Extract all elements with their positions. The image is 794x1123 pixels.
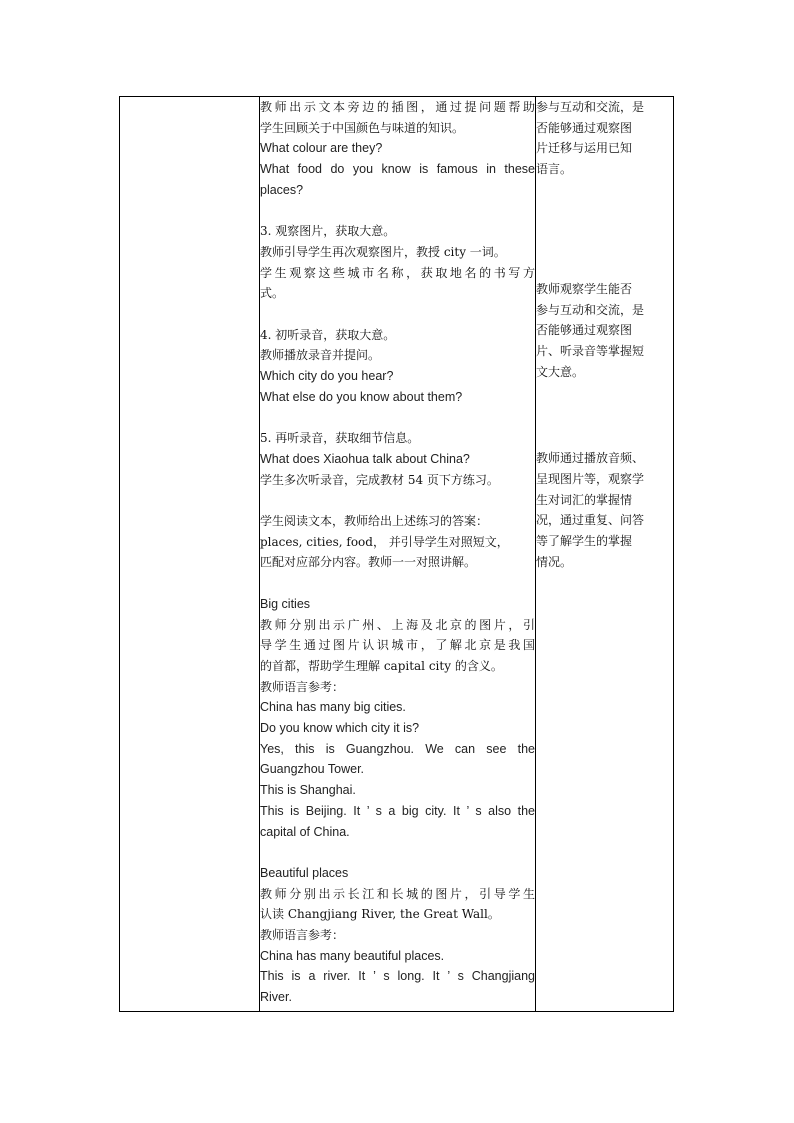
text-line: 教师语言参考： bbox=[260, 928, 345, 943]
assessment-line: 情况。 bbox=[536, 554, 573, 569]
text-line: What does Xiaohua talk about China? bbox=[260, 451, 470, 466]
assessment-line: 片迁移与运用已知 bbox=[536, 141, 633, 156]
assessment-line: 参与互动和交流，是 bbox=[536, 302, 645, 317]
assessment-line: 等了解学生的掌握 bbox=[536, 534, 633, 549]
text-line: 教师分别出示长江和长城的图片，引导学生 bbox=[260, 886, 535, 901]
text-line: 教师播放录音并提问。 bbox=[260, 348, 381, 363]
text-line: 导学生通过图片认识城市，了解北京是我国 bbox=[260, 638, 535, 653]
assessment-line: 生对词汇的掌握情 bbox=[536, 492, 633, 507]
text-line: 式。 bbox=[260, 286, 285, 301]
text-line: This is Shanghai. bbox=[260, 783, 356, 798]
text-line: 教师引导学生再次观察图片，教授 city 一词。 bbox=[260, 244, 506, 259]
text-line: River. bbox=[260, 990, 292, 1005]
text-line: Guangzhou Tower. bbox=[260, 762, 365, 777]
step-heading: 3. 观察图片，获取大意。 bbox=[260, 224, 396, 239]
text-line: places, cities, food， 并引导学生对照短文， bbox=[260, 534, 509, 549]
table-row bbox=[120, 97, 674, 1012]
text-line: 匹配对应部分内容。教师一一对照讲解。 bbox=[260, 555, 477, 570]
assessment-cell bbox=[536, 97, 674, 1012]
text-line: 教师分别出示广州、上海及北京的图片，引 bbox=[260, 617, 535, 632]
text-line: This is a river. It ’ s long. It ’ s Changjiang bbox=[260, 969, 535, 984]
text-line: capital of China. bbox=[260, 824, 350, 839]
text-line: 认读 Changjiang River, the Great Wall。 bbox=[260, 907, 500, 922]
text-line: Which city do you hear? bbox=[260, 369, 394, 384]
text-line: 学生阅读文本，教师给出上述练习的答案： bbox=[260, 514, 489, 528]
assessment-line: 教师通过播放音频、 bbox=[536, 451, 645, 466]
text-line: What else do you know about them? bbox=[260, 389, 463, 404]
step-heading: 4. 初听录音，获取大意。 bbox=[260, 327, 396, 342]
text-line: What food do you know is famous in these bbox=[260, 162, 535, 177]
section-heading: Big cities bbox=[260, 596, 311, 611]
text-line: This is Beijing. It ’ s a big city. It ’ s also the bbox=[260, 803, 535, 818]
assessment-line: 片、听录音等掌握短 bbox=[536, 343, 645, 358]
step-heading: 5. 再听录音，获取细节信息。 bbox=[260, 431, 420, 446]
assessment-line: 呈现图片等，观察学 bbox=[536, 472, 645, 487]
assessment-line: 教师观察学生能否 bbox=[536, 281, 633, 296]
text-line: 学生回顾关于中国颜色与味道的知识。 bbox=[260, 120, 465, 135]
assessment-line: 文大意。 bbox=[536, 364, 585, 379]
left-column-cell bbox=[120, 97, 260, 1012]
text-line: 教师出示文本旁边的插图，通过提问题帮助 bbox=[260, 100, 535, 114]
assessment-line: 否能够通过观察图 bbox=[536, 120, 633, 135]
text-line: Do you know which city it is? bbox=[260, 721, 420, 736]
section-heading: Beautiful places bbox=[260, 865, 349, 880]
assessment-line: 参与互动和交流，是 bbox=[536, 100, 645, 114]
teaching-activities-cell bbox=[260, 97, 536, 1012]
text-line: 学生观察这些城市名称，获取地名的书写方 bbox=[260, 265, 535, 280]
text-line: China has many big cities. bbox=[260, 700, 406, 715]
text-line: 教师语言参考： bbox=[260, 679, 345, 694]
text-line: China has many beautiful places. bbox=[260, 948, 445, 963]
lesson-plan-table bbox=[119, 96, 674, 1012]
text-line: 的首都，帮助学生理解 capital city 的含义。 bbox=[260, 658, 503, 673]
assessment-line: 语言。 bbox=[536, 162, 573, 177]
text-line: places? bbox=[260, 182, 304, 197]
text-line: What colour are they? bbox=[260, 141, 383, 156]
text-line: Yes, this is Guangzhou. We can see the bbox=[260, 741, 535, 756]
assessment-line: 况，通过重复、问答 bbox=[536, 513, 645, 528]
assessment-line: 否能够通过观察图 bbox=[536, 323, 633, 338]
text-line: 学生多次听录音，完成教材 54 页下方练习。 bbox=[260, 472, 499, 487]
